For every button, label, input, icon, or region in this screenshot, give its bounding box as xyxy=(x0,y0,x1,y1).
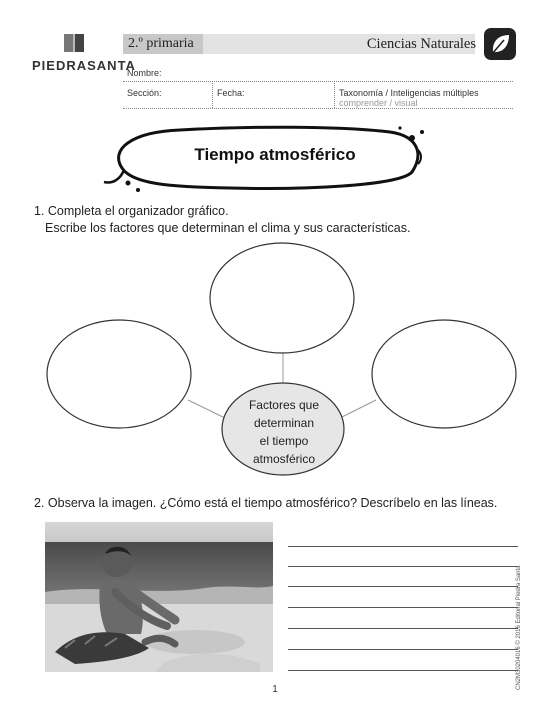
section-label: Sección: xyxy=(127,88,162,98)
subject-label: Ciencias Naturales xyxy=(366,36,476,52)
answer-line[interactable] xyxy=(288,628,518,629)
field-divider xyxy=(334,83,335,108)
name-label: Nombre: xyxy=(127,68,162,78)
answer-line[interactable] xyxy=(288,649,518,650)
answer-line[interactable] xyxy=(288,607,518,608)
page-number: 1 xyxy=(272,684,278,695)
taxonomy-label: Taxonomía / Inteligencias múltiples xyxy=(339,88,479,98)
question-1: 1. Completa el organizador gráfico. xyxy=(34,204,229,218)
leaf-icon xyxy=(482,26,518,62)
answer-line[interactable] xyxy=(288,670,518,671)
field-divider xyxy=(212,83,213,108)
date-label: Fecha: xyxy=(217,88,245,98)
ellipse-top xyxy=(210,243,354,353)
answer-line[interactable] xyxy=(288,546,518,547)
center-line-3: el tiempo xyxy=(259,434,309,448)
copyright-note: CN2M30204016 © 2016 Editorial Piedra Santa xyxy=(516,565,522,690)
book-icon xyxy=(62,32,86,54)
center-line-1: Factores que xyxy=(248,398,320,412)
grade-label: 2.º primaria xyxy=(128,36,194,51)
question-1-instruction: Escribe los factores que determinan el clima y sus características. xyxy=(45,221,411,235)
ellipse-right xyxy=(372,320,516,428)
center-line-2: determinan xyxy=(253,416,315,430)
center-line-4: atmosférico xyxy=(252,452,316,466)
answer-line[interactable] xyxy=(288,566,518,567)
center-node-text xyxy=(233,396,335,468)
publisher-logo-text: PIEDRASANTA xyxy=(32,58,136,73)
beach-photo xyxy=(45,522,273,672)
taxonomy-value: comprender / visual xyxy=(339,98,418,108)
answer-line[interactable] xyxy=(288,586,518,587)
name-field-line[interactable] xyxy=(123,81,513,82)
section-field-line xyxy=(123,108,513,109)
page-title: Tiempo atmosférico xyxy=(194,145,356,164)
question-2: 2. Observa la imagen. ¿Cómo está el tiempo atmosférico? Descríbelo en las líneas. xyxy=(34,496,498,510)
ellipse-left xyxy=(47,320,191,428)
